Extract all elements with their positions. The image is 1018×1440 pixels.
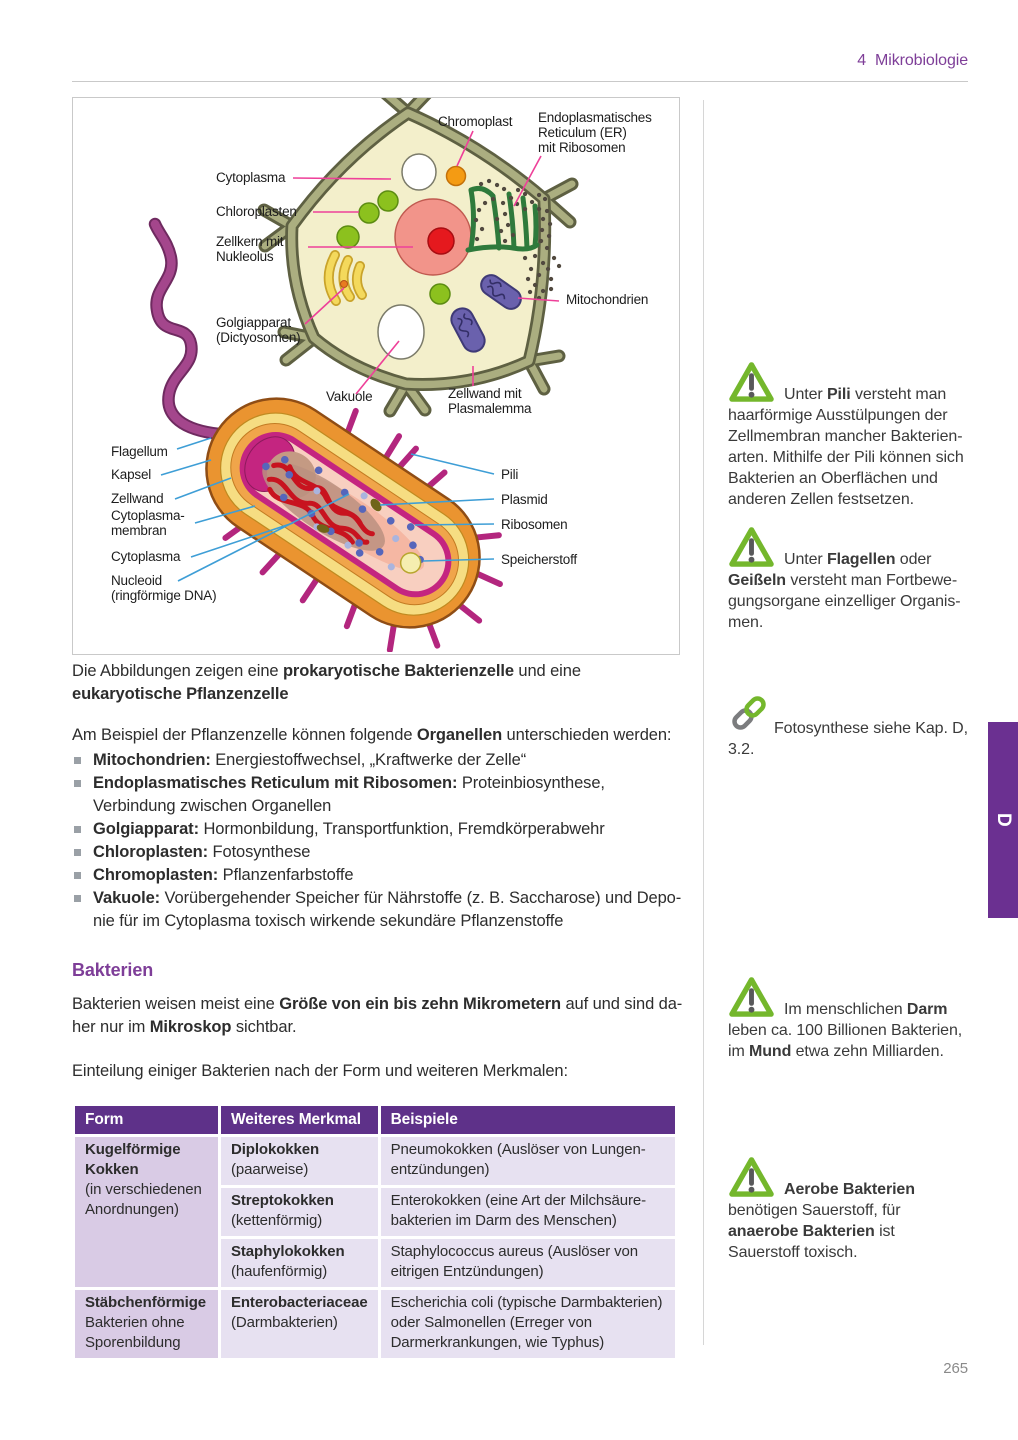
label-zellkern-line2: Nukleolus — [216, 249, 274, 264]
label-ribosomen: Ribosomen — [501, 517, 568, 532]
list-item: Golgiapparat: Hormonbildung, Transportfunktion, Fremdkörperabwehr — [72, 818, 686, 841]
label-plasmid: Plasmid — [501, 492, 548, 507]
figure-caption: Die Abbildungen zeigen eine prokaryotische Bakterienzelle und eine eukaryotische Pflanzenzelle — [72, 662, 581, 703]
chapter-number: 4 — [857, 52, 867, 69]
flagellum-shape — [155, 224, 219, 434]
warning-icon — [728, 975, 775, 1025]
nucleolus — [428, 228, 454, 254]
section-tab — [988, 722, 1018, 918]
label-nucleoid-line2: (ringförmige DNA) — [111, 588, 217, 603]
label-zellwand-line2: Plasmalemma — [448, 401, 532, 416]
form-cell: Stäbchenförmige Bakterien ohne Sporenbildung — [75, 1290, 218, 1358]
sidebar-note-flagellen: Unter Flagellen oder Geißeln versteht man Fortbewegungsorgane einzelliger Organismen. — [728, 525, 970, 633]
chain-link-icon — [728, 692, 770, 740]
label-golgi-line1: Golgiapparat — [216, 315, 291, 330]
label-zellkern-line1: Zellkern mit — [216, 234, 284, 249]
warning-icon — [728, 360, 775, 410]
label-chromoplast: Chromoplast — [438, 114, 513, 129]
label-er-line2: Reticulum (ER) — [538, 125, 627, 140]
bacteria-classification-table — [72, 1103, 678, 1361]
label-mitochondrien: Mitochondrien — [566, 292, 649, 307]
vacuole-shape — [378, 305, 424, 359]
column-divider — [703, 100, 704, 1345]
table-header-row — [75, 1106, 675, 1134]
column-header-merkmal: Weiteres Merkmal — [221, 1106, 378, 1134]
label-bact-zellwand: Zellwand — [111, 491, 164, 506]
list-item: Chromoplasten: Pflanzenfarbstoffe — [72, 864, 686, 887]
bacteria-paragraph: Bakterien weisen meist eine Größe von ein bis zehn Mikrometern auf und sind daher nur im Mikroskop sichtbar. — [72, 995, 683, 1036]
label-membran-line1: Cytoplasma- — [111, 508, 185, 523]
label-pili: Pili — [501, 467, 519, 482]
small-vacuole — [402, 154, 436, 190]
beispiel-cell: Staphylococcus aureus (Auslöser von eitrigen Entzündungen) — [381, 1239, 675, 1287]
chapter-title: Mikrobiologie — [875, 52, 968, 69]
running-header — [857, 52, 968, 70]
sidebar-note-aerob: Aerobe Bakterien benötigen Sauerstoff, für anaerobe Bakterien ist Sauerstoff toxisch. — [728, 1155, 970, 1263]
label-zellwand-line1: Zellwand mit — [448, 386, 522, 401]
warning-icon — [728, 1155, 775, 1205]
label-vakuole: Vakuole — [326, 389, 373, 404]
table-row — [75, 1137, 675, 1185]
sidebar-note-crossref: Fotosynthese siehe Kap. D, 3.2. — [728, 692, 970, 760]
plant-cell — [264, 98, 572, 411]
cell-diagram-svg — [73, 98, 679, 652]
column-header-form: Form — [75, 1106, 218, 1134]
intro-paragraph: Am Beispiel der Pflanzenzelle können folgende Organellen unterschieden werden: — [72, 726, 672, 744]
label-bact-cytoplasma: Cytoplasma — [111, 549, 181, 564]
list-item: Mitochondrien: Energiestoffwechsel, „Kraftwerke der Zelle“ — [72, 749, 686, 772]
label-er-line3: mit Ribosomen — [538, 140, 626, 155]
label-er-line1: Endoplasmatisches — [538, 110, 652, 125]
beispiel-cell: Escherichia coli (typische Darmbakterien) oder Salmonellen (Erreger von Darmerkrankungen, wie Typhus) — [381, 1290, 675, 1358]
merkmal-cell: Streptokokken (kettenförmig) — [221, 1188, 378, 1236]
form-cell: Kugelförmige Kokken (in verschiedenen Anordnungen) — [75, 1137, 218, 1287]
label-speicherstoff: Speicherstoff — [501, 552, 577, 567]
warning-icon — [728, 525, 775, 575]
sidebar-note-darm: Im menschlichen Darm leben ca. 100 Billionen Bakterien, im Mund etwa zehn Milliarden. — [728, 975, 970, 1062]
merkmal-cell: Staphylokokken (haufenförmig) — [221, 1239, 378, 1287]
list-item: Endoplasmatisches Reticulum mit Ribosomen: Proteinbiosynthese, Verbindung zwischen Organellen — [72, 772, 686, 818]
list-item: Chloroplasten: Fotosynthese — [72, 841, 686, 864]
table-row — [75, 1290, 675, 1358]
label-flagellum: Flagellum — [111, 444, 168, 459]
page-number: 265 — [943, 1360, 968, 1377]
label-kapsel: Kapsel — [111, 467, 152, 482]
column-header-beispiele: Beispiele — [381, 1106, 675, 1134]
section-heading: Bakterien — [72, 960, 154, 980]
table-lead-in: Einteilung einiger Bakterien nach der Form und weiteren Merkmalen: — [72, 1062, 568, 1080]
merkmal-cell: Enterobacteriaceae (Darmbakterien) — [221, 1290, 378, 1358]
beispiel-cell: Enterokokken (eine Art der Milchsäurebakterien im Darm des Menschen) — [381, 1188, 675, 1236]
organelle-list — [72, 749, 686, 933]
header-rule — [72, 81, 968, 82]
label-golgi-line2: (Dictyosomen) — [216, 330, 301, 345]
label-cytoplasma: Cytoplasma — [216, 170, 286, 185]
label-membran-line2: membran — [111, 523, 167, 538]
cell-diagram-figure — [72, 97, 680, 655]
label-nucleoid-line1: Nucleoid — [111, 573, 162, 588]
beispiel-cell: Pneumokokken (Auslöser von Lungenentzündungen) — [381, 1137, 675, 1185]
sidebar-note-pili: Unter Pili versteht man haarförmige Ausstülpungen der Zellmembran mancher Bakterienarten. Mithilfe der Pili können sich Bakterien an Oberflächen und anderen Zellen festsetzen. — [728, 360, 970, 510]
section-tab-letter: D — [993, 813, 1014, 827]
chromoplast-shape — [447, 167, 466, 186]
list-item: Vakuole: Vorübergehender Speicher für Nährstoffe (z. B. Saccharose) und Deponie für im Cytoplasma toxisch wirkende sekundäre Pflanzenstoffe — [72, 887, 686, 933]
label-chloroplasten: Chloroplasten — [216, 204, 297, 219]
merkmal-cell: Diplokokken (paarweise) — [221, 1137, 378, 1185]
